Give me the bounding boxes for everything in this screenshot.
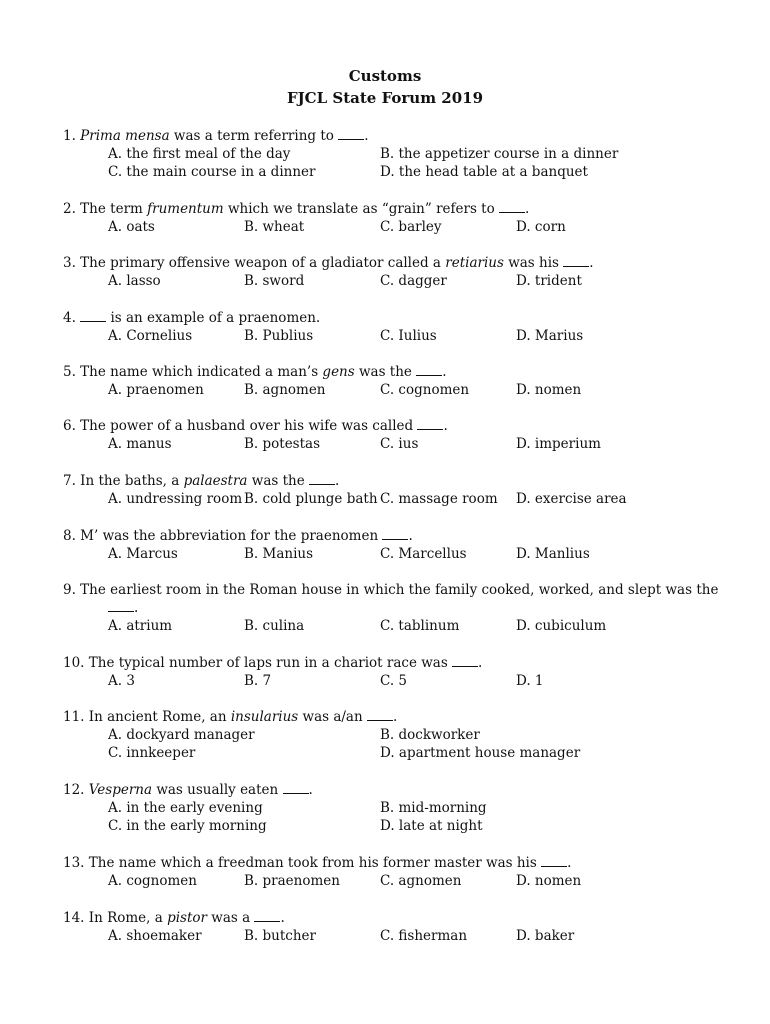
answer-option-c: C. ius [380, 436, 419, 452]
answer-blank [309, 472, 335, 485]
answer-option-c: C. the main course in a dinner [108, 164, 316, 180]
answer-option-c: C. tablinum [380, 618, 460, 634]
answer-options [63, 272, 723, 290]
question-punct: . [443, 418, 448, 434]
answer-options [63, 726, 723, 744]
answer-options [63, 817, 723, 835]
answer-option-d: D. nomen [516, 873, 582, 889]
question-text: was a/an [298, 709, 367, 725]
question-stem [63, 472, 723, 490]
answer-blank [283, 781, 309, 794]
question-text: The term [80, 201, 148, 217]
answer-options [63, 435, 723, 453]
question-text: The earliest room in the Roman house in which the family cooked, worked, and slept was the [80, 582, 719, 598]
answer-blank [563, 254, 589, 267]
answer-option-a: A. cognomen [108, 873, 197, 889]
answer-option-a: A. atrium [108, 618, 173, 634]
question-text: M’ was the abbreviation for the praenomen [80, 528, 383, 544]
question-latin-term: insularius [230, 709, 299, 725]
question-stem [63, 581, 723, 599]
question-1 [63, 127, 723, 181]
answer-option-d: D. apartment house manager [380, 745, 581, 761]
question-number: 13. [63, 855, 89, 871]
answer-option-a: A. undressing room [108, 491, 243, 507]
answer-option-a: A. praenomen [108, 382, 204, 398]
question-text: was his [503, 255, 564, 271]
answer-options [63, 617, 723, 635]
question-stem [63, 363, 723, 381]
answer-option-a: A. oats [108, 219, 155, 235]
answer-options [63, 163, 723, 181]
question-latin-term: gens [322, 364, 355, 380]
question-text: which we translate as “grain” refers to [223, 201, 500, 217]
answer-option-b: B. dockworker [380, 727, 480, 743]
question-stem [63, 309, 723, 327]
question-number: 4. [63, 310, 81, 326]
question-number: 3. [63, 255, 81, 271]
question-punct: . [134, 600, 139, 616]
question-3 [63, 254, 723, 290]
answer-option-d: D. exercise area [516, 491, 627, 507]
answer-blank [254, 909, 280, 922]
answer-option-c: C. Marcellus [380, 546, 467, 562]
question-2 [63, 200, 723, 236]
question-latin-term: frumentum [147, 201, 224, 217]
answer-blank [367, 708, 393, 721]
answer-option-c: C. barley [380, 219, 442, 235]
answer-option-a: A. Marcus [108, 546, 178, 562]
question-stem [63, 417, 723, 435]
question-10 [63, 654, 723, 690]
question-number: 2. [63, 201, 81, 217]
question-number: 11. [63, 709, 89, 725]
answer-option-b: B. potestas [244, 436, 321, 452]
answer-option-c: C. 5 [380, 673, 408, 689]
document-subtitle: FJCL State Forum 2019 [286, 89, 484, 107]
answer-options [63, 490, 723, 508]
question-text: In the baths, a [80, 473, 184, 489]
answer-option-b: B. culina [244, 618, 305, 634]
answer-option-b: B. the appetizer course in a dinner [380, 146, 619, 162]
question-number: 5. [63, 364, 81, 380]
question-12 [63, 781, 723, 835]
answer-option-d: D. trident [516, 273, 582, 289]
question-13 [63, 854, 723, 890]
question-number: 14. [63, 910, 89, 926]
question-stem [63, 781, 723, 799]
answer-option-c: C. massage room [380, 491, 498, 507]
answer-blank [80, 309, 106, 322]
question-latin-term: Vesperna [88, 782, 153, 798]
answer-blank [452, 654, 478, 667]
question-punct: . [364, 128, 369, 144]
question-punct: . [408, 528, 413, 544]
question-6 [63, 417, 723, 453]
answer-option-a: A. lasso [108, 273, 161, 289]
answer-option-a: A. dockyard manager [108, 727, 255, 743]
question-number: 10. [63, 655, 89, 671]
answer-blank [541, 854, 567, 867]
answer-options [63, 327, 723, 345]
question-number: 12. [63, 782, 89, 798]
answer-option-b: B. mid-morning [380, 800, 487, 816]
question-text: The name which indicated a man’s [80, 364, 323, 380]
answer-option-d: D. 1 [516, 673, 544, 689]
answer-option-d: D. imperium [516, 436, 601, 452]
question-number: 8. [63, 528, 81, 544]
question-stem [63, 527, 723, 545]
answer-blank [499, 200, 525, 213]
answer-options [63, 872, 723, 890]
question-9 [63, 581, 723, 635]
question-number: 6. [63, 418, 81, 434]
question-latin-term: palaestra [183, 473, 248, 489]
answer-option-d: D. late at night [380, 818, 483, 834]
answer-option-c: C. Iulius [380, 328, 437, 344]
question-text: The typical number of laps run in a chariot race was [88, 655, 453, 671]
question-punct: . [280, 910, 285, 926]
question-latin-term: pistor [167, 910, 207, 926]
question-11 [63, 708, 723, 762]
answer-option-b: B. praenomen [244, 873, 340, 889]
question-latin-term: Prima mensa [80, 128, 170, 144]
question-14 [63, 909, 723, 945]
question-text: was a term referring to [169, 128, 339, 144]
question-punct: . [392, 709, 398, 725]
answer-option-a: A. 3 [108, 673, 135, 689]
answer-option-b: B. Publius [244, 328, 314, 344]
question-punct: . [334, 473, 340, 489]
question-stem [63, 654, 723, 672]
question-number: 1. [63, 128, 81, 144]
question-latin-term: retiarius [445, 255, 504, 271]
answer-option-c: C. innkeeper [108, 745, 196, 761]
question-stem [63, 909, 723, 927]
answer-option-c: C. dagger [380, 273, 447, 289]
question-stem [63, 854, 723, 872]
answer-option-b: B. 7 [244, 673, 272, 689]
answer-option-b: B. sword [244, 273, 305, 289]
question-text: The power of a husband over his wife was called [80, 418, 418, 434]
answer-option-b: B. butcher [244, 928, 316, 944]
answer-option-a: A. Cornelius [108, 328, 193, 344]
question-punct: . [308, 782, 313, 798]
question-text: In ancient Rome, an [88, 709, 231, 725]
question-stem [63, 708, 723, 726]
answer-option-b: B. agnomen [244, 382, 326, 398]
answer-options [63, 927, 723, 945]
question-stem-continued [63, 599, 723, 617]
answer-option-a: A. manus [108, 436, 172, 452]
answer-options [63, 545, 723, 563]
question-text: was usually eaten [152, 782, 283, 798]
question-punct: . [589, 255, 594, 271]
question-5 [63, 363, 723, 399]
answer-blank [417, 417, 443, 430]
answer-option-c: C. cognomen [380, 382, 470, 398]
answer-options [63, 799, 723, 817]
answer-blank [382, 527, 408, 540]
answer-option-d: D. Marius [516, 328, 584, 344]
answer-option-a: A. shoemaker [108, 928, 202, 944]
question-punct: . [442, 364, 447, 380]
answer-options [63, 381, 723, 399]
question-number: 7. [63, 473, 81, 489]
answer-option-d: D. cubiculum [516, 618, 607, 634]
answer-option-b: B. Manius [244, 546, 314, 562]
question-stem [63, 127, 723, 145]
answer-option-d: D. the head table at a banquet [380, 164, 588, 180]
question-punct: . [525, 201, 530, 217]
question-stem [63, 200, 723, 218]
question-punct: . [478, 655, 483, 671]
answer-option-b: B. wheat [244, 219, 305, 235]
question-number: 9. [63, 582, 81, 598]
answer-option-c: C. agnomen [380, 873, 462, 889]
answer-option-d: D. baker [516, 928, 575, 944]
answer-option-a: A. in the early evening [108, 800, 263, 816]
question-4 [63, 309, 723, 345]
answer-blank [338, 127, 364, 140]
document-title: Customs [348, 67, 422, 85]
question-stem [63, 254, 723, 272]
answer-options [63, 218, 723, 236]
answer-options [63, 744, 723, 762]
answer-option-a: A. the first meal of the day [108, 146, 291, 162]
question-7 [63, 472, 723, 508]
question-text: The primary offensive weapon of a gladiator called a [80, 255, 446, 271]
answer-blank [416, 363, 442, 376]
answer-option-d: D. Manlius [516, 546, 590, 562]
answer-option-b: B. cold plunge bath [244, 491, 378, 507]
answer-options [63, 145, 723, 163]
question-text: In Rome, a [88, 910, 168, 926]
answer-options [63, 672, 723, 690]
question-punct: . [567, 855, 572, 871]
answer-option-d: D. nomen [516, 382, 582, 398]
question-text: is an example of a praenomen. [106, 310, 321, 326]
question-8 [63, 527, 723, 563]
question-text: was the [354, 364, 417, 380]
answer-option-d: D. corn [516, 219, 566, 235]
answer-option-c: C. fisherman [380, 928, 468, 944]
question-text: The name which a freedman took from his former master was his [88, 855, 542, 871]
question-text: was a [207, 910, 255, 926]
answer-option-c: C. in the early morning [108, 818, 267, 834]
answer-blank [108, 599, 134, 612]
question-text: was the [247, 473, 309, 489]
